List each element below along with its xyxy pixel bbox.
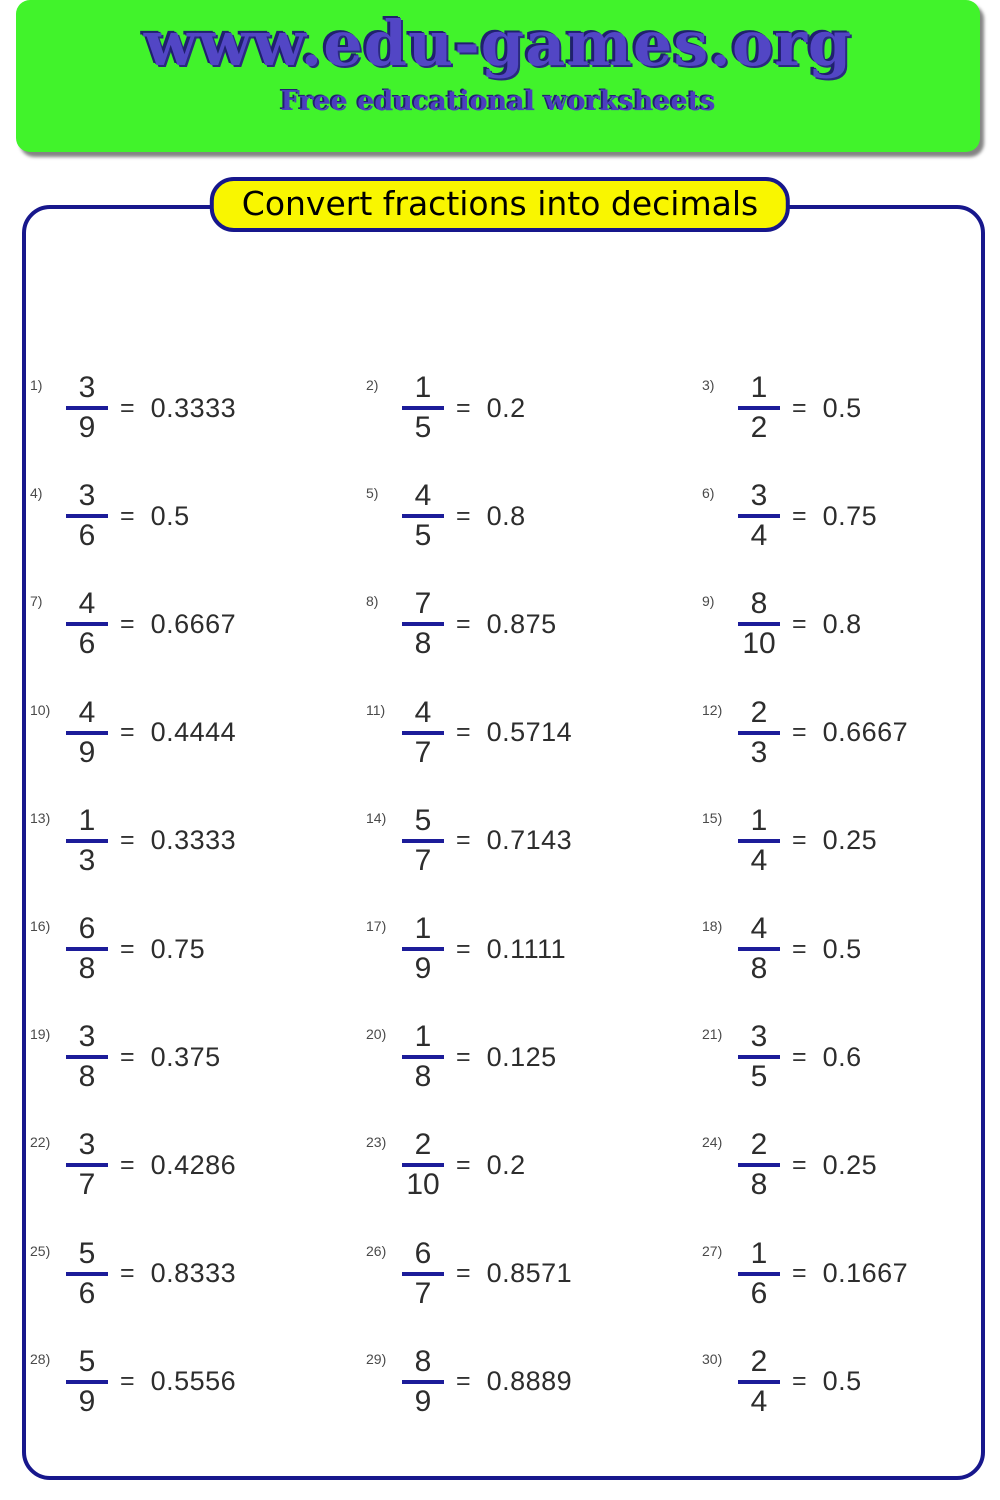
answer-value: 0.5 [822, 933, 862, 964]
fraction-numerator: 4 [738, 913, 780, 951]
fraction-denominator: 6 [750, 1276, 768, 1310]
fraction [738, 1346, 780, 1418]
equals-sign: = [120, 1042, 135, 1071]
answer-value: 0.6667 [822, 717, 909, 748]
fraction-numerator: 2 [738, 697, 780, 735]
answer-value: 0.3333 [150, 825, 237, 856]
problem-number: 30) [702, 1350, 723, 1367]
problem [28, 895, 364, 1003]
fraction-denominator: 8 [78, 952, 96, 986]
fraction [402, 805, 444, 877]
equals-sign: = [456, 1042, 471, 1071]
fraction-numerator: 5 [66, 1238, 108, 1276]
fraction-denominator: 8 [78, 1060, 96, 1094]
fraction [738, 1129, 780, 1201]
answer-value: 0.5556 [150, 1366, 237, 1397]
problem [28, 1003, 364, 1111]
problem [364, 895, 700, 1003]
equals-sign: = [120, 501, 135, 530]
fraction-denominator: 2 [750, 411, 768, 445]
fraction-numerator: 1 [738, 372, 780, 410]
problem [700, 1003, 980, 1111]
equals-sign: = [120, 393, 135, 422]
fraction [66, 1129, 108, 1201]
fraction-denominator: 9 [414, 1384, 432, 1418]
fraction [66, 805, 108, 877]
answer-value: 0.8333 [150, 1258, 237, 1289]
problem [700, 895, 980, 1003]
fraction [66, 480, 108, 552]
problems-grid [28, 354, 980, 1436]
fraction-denominator: 4 [750, 1384, 768, 1418]
fraction-numerator: 5 [402, 805, 444, 843]
problem [364, 354, 700, 462]
fraction-numerator: 1 [402, 1021, 444, 1059]
fraction-numerator: 6 [402, 1238, 444, 1276]
fraction-numerator: 4 [66, 697, 108, 735]
fraction [402, 1346, 444, 1418]
problem [700, 354, 980, 462]
fraction-numerator: 1 [738, 805, 780, 843]
fraction [402, 1129, 444, 1201]
fraction-denominator: 7 [78, 1168, 96, 1202]
answer-value: 0.7143 [486, 825, 573, 856]
problem-number: 19) [30, 1026, 51, 1043]
fraction-denominator: 10 [742, 627, 776, 661]
fraction-numerator: 3 [66, 1129, 108, 1167]
fraction [402, 1238, 444, 1310]
fraction-numerator: 2 [738, 1129, 780, 1167]
equals-sign: = [792, 609, 807, 638]
equals-sign: = [120, 1367, 135, 1396]
fraction [738, 1021, 780, 1093]
fraction-numerator: 3 [738, 480, 780, 518]
fraction [402, 588, 444, 660]
answer-value: 0.5714 [486, 717, 573, 748]
fraction-numerator: 8 [402, 1346, 444, 1384]
fraction-denominator: 9 [78, 735, 96, 769]
fraction-denominator: 10 [406, 1168, 440, 1202]
problem-number: 4) [30, 485, 43, 502]
answer-value: 0.1111 [486, 933, 567, 964]
fraction [402, 372, 444, 444]
fraction-numerator: 4 [66, 588, 108, 626]
problem-number: 21) [702, 1026, 723, 1043]
fraction-numerator: 1 [402, 372, 444, 410]
equals-sign: = [456, 1259, 471, 1288]
site-header-banner [16, 0, 980, 152]
fraction [738, 913, 780, 985]
equals-sign: = [120, 826, 135, 855]
equals-sign: = [456, 934, 471, 963]
fraction-denominator: 5 [414, 411, 432, 445]
equals-sign: = [792, 1259, 807, 1288]
problem-number: 26) [366, 1242, 387, 1259]
problem [364, 787, 700, 895]
fraction-numerator: 8 [738, 588, 780, 626]
problem-number: 12) [702, 701, 723, 718]
fraction [738, 480, 780, 552]
problem [700, 1111, 980, 1219]
fraction-numerator: 4 [402, 480, 444, 518]
answer-value: 0.4444 [150, 717, 237, 748]
problem-number: 6) [702, 485, 715, 502]
equals-sign: = [792, 1367, 807, 1396]
fraction-denominator: 6 [78, 627, 96, 661]
fraction [738, 588, 780, 660]
fraction [402, 697, 444, 769]
problem-number: 7) [30, 593, 43, 610]
fraction-denominator: 6 [78, 1276, 96, 1310]
fraction-denominator: 6 [78, 519, 96, 553]
worksheet-title: Convert fractions into decimals [241, 184, 759, 223]
equals-sign: = [792, 1150, 807, 1179]
problem-number: 15) [702, 809, 723, 826]
answer-value: 0.75 [150, 933, 206, 964]
fraction-denominator: 8 [750, 1168, 768, 1202]
problem [364, 1003, 700, 1111]
fraction-numerator: 5 [66, 1346, 108, 1384]
problem-number: 3) [702, 377, 715, 393]
problem-number: 13) [30, 809, 51, 826]
equals-sign: = [456, 393, 471, 422]
answer-value: 0.2 [486, 392, 526, 423]
answer-value: 0.8889 [486, 1366, 573, 1397]
problem-number: 17) [366, 917, 387, 934]
problem-number: 20) [366, 1026, 387, 1043]
equals-sign: = [792, 718, 807, 747]
problem [700, 1328, 980, 1436]
equals-sign: = [792, 1042, 807, 1071]
fraction-numerator: 2 [738, 1346, 780, 1384]
problem-number: 9) [702, 593, 715, 610]
equals-sign: = [456, 1150, 471, 1179]
fraction-numerator: 7 [402, 588, 444, 626]
fraction [738, 805, 780, 877]
fraction-numerator: 3 [66, 372, 108, 410]
problem-number: 23) [366, 1134, 387, 1151]
fraction-numerator: 4 [402, 697, 444, 735]
fraction-denominator: 8 [414, 1060, 432, 1094]
fraction [66, 1346, 108, 1418]
answer-value: 0.8 [486, 500, 526, 531]
problem [700, 570, 980, 678]
problem [700, 462, 980, 570]
problem [28, 354, 364, 462]
problem-number: 16) [30, 917, 51, 934]
equals-sign: = [792, 501, 807, 530]
fraction [66, 1021, 108, 1093]
answer-value: 0.3333 [150, 392, 237, 423]
fraction [402, 480, 444, 552]
fraction-denominator: 9 [78, 1384, 96, 1418]
answer-value: 0.1667 [822, 1258, 909, 1289]
fraction [66, 588, 108, 660]
equals-sign: = [792, 934, 807, 963]
answer-value: 0.25 [822, 825, 878, 856]
problem-number: 10) [30, 701, 51, 718]
fraction-denominator: 3 [750, 735, 768, 769]
worksheet-title-badge [210, 177, 790, 232]
problem [28, 462, 364, 570]
problem [28, 1328, 364, 1436]
answer-value: 0.5 [150, 500, 190, 531]
problem-number: 29) [366, 1350, 387, 1367]
answer-value: 0.75 [822, 500, 878, 531]
fraction [66, 697, 108, 769]
fraction-denominator: 5 [750, 1060, 768, 1094]
fraction-denominator: 3 [78, 843, 96, 877]
fraction [66, 372, 108, 444]
equals-sign: = [456, 718, 471, 747]
problem [364, 1111, 700, 1219]
fraction [738, 372, 780, 444]
fraction-numerator: 3 [738, 1021, 780, 1059]
fraction-numerator: 1 [66, 805, 108, 843]
equals-sign: = [120, 1150, 135, 1179]
fraction-numerator: 1 [402, 913, 444, 951]
fraction-numerator: 1 [738, 1238, 780, 1276]
problem [28, 1111, 364, 1219]
problem-number: 25) [30, 1242, 51, 1259]
problem-number: 22) [30, 1134, 51, 1151]
problem-number: 2) [366, 377, 379, 393]
fraction-numerator: 2 [402, 1129, 444, 1167]
problem [364, 570, 700, 678]
equals-sign: = [456, 1367, 471, 1396]
fraction-denominator: 5 [414, 519, 432, 553]
fraction-numerator: 3 [66, 1021, 108, 1059]
problem [364, 1328, 700, 1436]
fraction-numerator: 3 [66, 480, 108, 518]
equals-sign: = [120, 718, 135, 747]
problem [28, 787, 364, 895]
equals-sign: = [792, 393, 807, 422]
problem-number: 11) [366, 701, 386, 718]
answer-value: 0.4286 [150, 1149, 237, 1180]
problem-number: 14) [366, 809, 387, 826]
worksheet-box [22, 205, 985, 1480]
problem-number: 1) [30, 377, 43, 393]
fraction-denominator: 8 [750, 952, 768, 986]
equals-sign: = [120, 934, 135, 963]
answer-value: 0.5 [822, 1366, 862, 1397]
answer-value: 0.6667 [150, 608, 237, 639]
equals-sign: = [120, 609, 135, 638]
fraction-denominator: 8 [414, 627, 432, 661]
answer-value: 0.2 [486, 1149, 526, 1180]
fraction-denominator: 7 [414, 843, 432, 877]
fraction-denominator: 7 [414, 1276, 432, 1310]
answer-value: 0.125 [486, 1041, 557, 1072]
answer-value: 0.375 [150, 1041, 221, 1072]
fraction-numerator: 6 [66, 913, 108, 951]
problem [364, 462, 700, 570]
problem [28, 1220, 364, 1328]
fraction [66, 1238, 108, 1310]
equals-sign: = [456, 826, 471, 855]
fraction-denominator: 7 [414, 735, 432, 769]
fraction-denominator: 4 [750, 519, 768, 553]
equals-sign: = [456, 501, 471, 530]
fraction-denominator: 4 [750, 843, 768, 877]
site-title: www.edu-games.org [143, 7, 853, 80]
fraction [66, 913, 108, 985]
answer-value: 0.875 [486, 608, 557, 639]
problem [700, 679, 980, 787]
problem [364, 679, 700, 787]
answer-value: 0.6 [822, 1041, 862, 1072]
fraction-denominator: 9 [414, 952, 432, 986]
problem [28, 679, 364, 787]
answer-value: 0.8 [822, 608, 862, 639]
problem-number: 24) [702, 1134, 723, 1151]
equals-sign: = [792, 826, 807, 855]
problem-number: 5) [366, 485, 379, 502]
fraction [738, 697, 780, 769]
answer-value: 0.5 [822, 392, 862, 423]
answer-value: 0.8571 [486, 1258, 573, 1289]
problem [700, 787, 980, 895]
answer-value: 0.25 [822, 1149, 878, 1180]
problem-number: 28) [30, 1350, 51, 1367]
fraction-denominator: 9 [78, 411, 96, 445]
equals-sign: = [120, 1259, 135, 1288]
problem-number: 8) [366, 593, 379, 610]
problem [700, 1220, 980, 1328]
site-subtitle: Free educational worksheets [280, 86, 716, 117]
problem [28, 570, 364, 678]
fraction [402, 913, 444, 985]
equals-sign: = [456, 609, 471, 638]
problem [364, 1220, 700, 1328]
fraction [402, 1021, 444, 1093]
problem-number: 18) [702, 917, 723, 934]
problem-number: 27) [702, 1242, 723, 1259]
fraction [738, 1238, 780, 1310]
